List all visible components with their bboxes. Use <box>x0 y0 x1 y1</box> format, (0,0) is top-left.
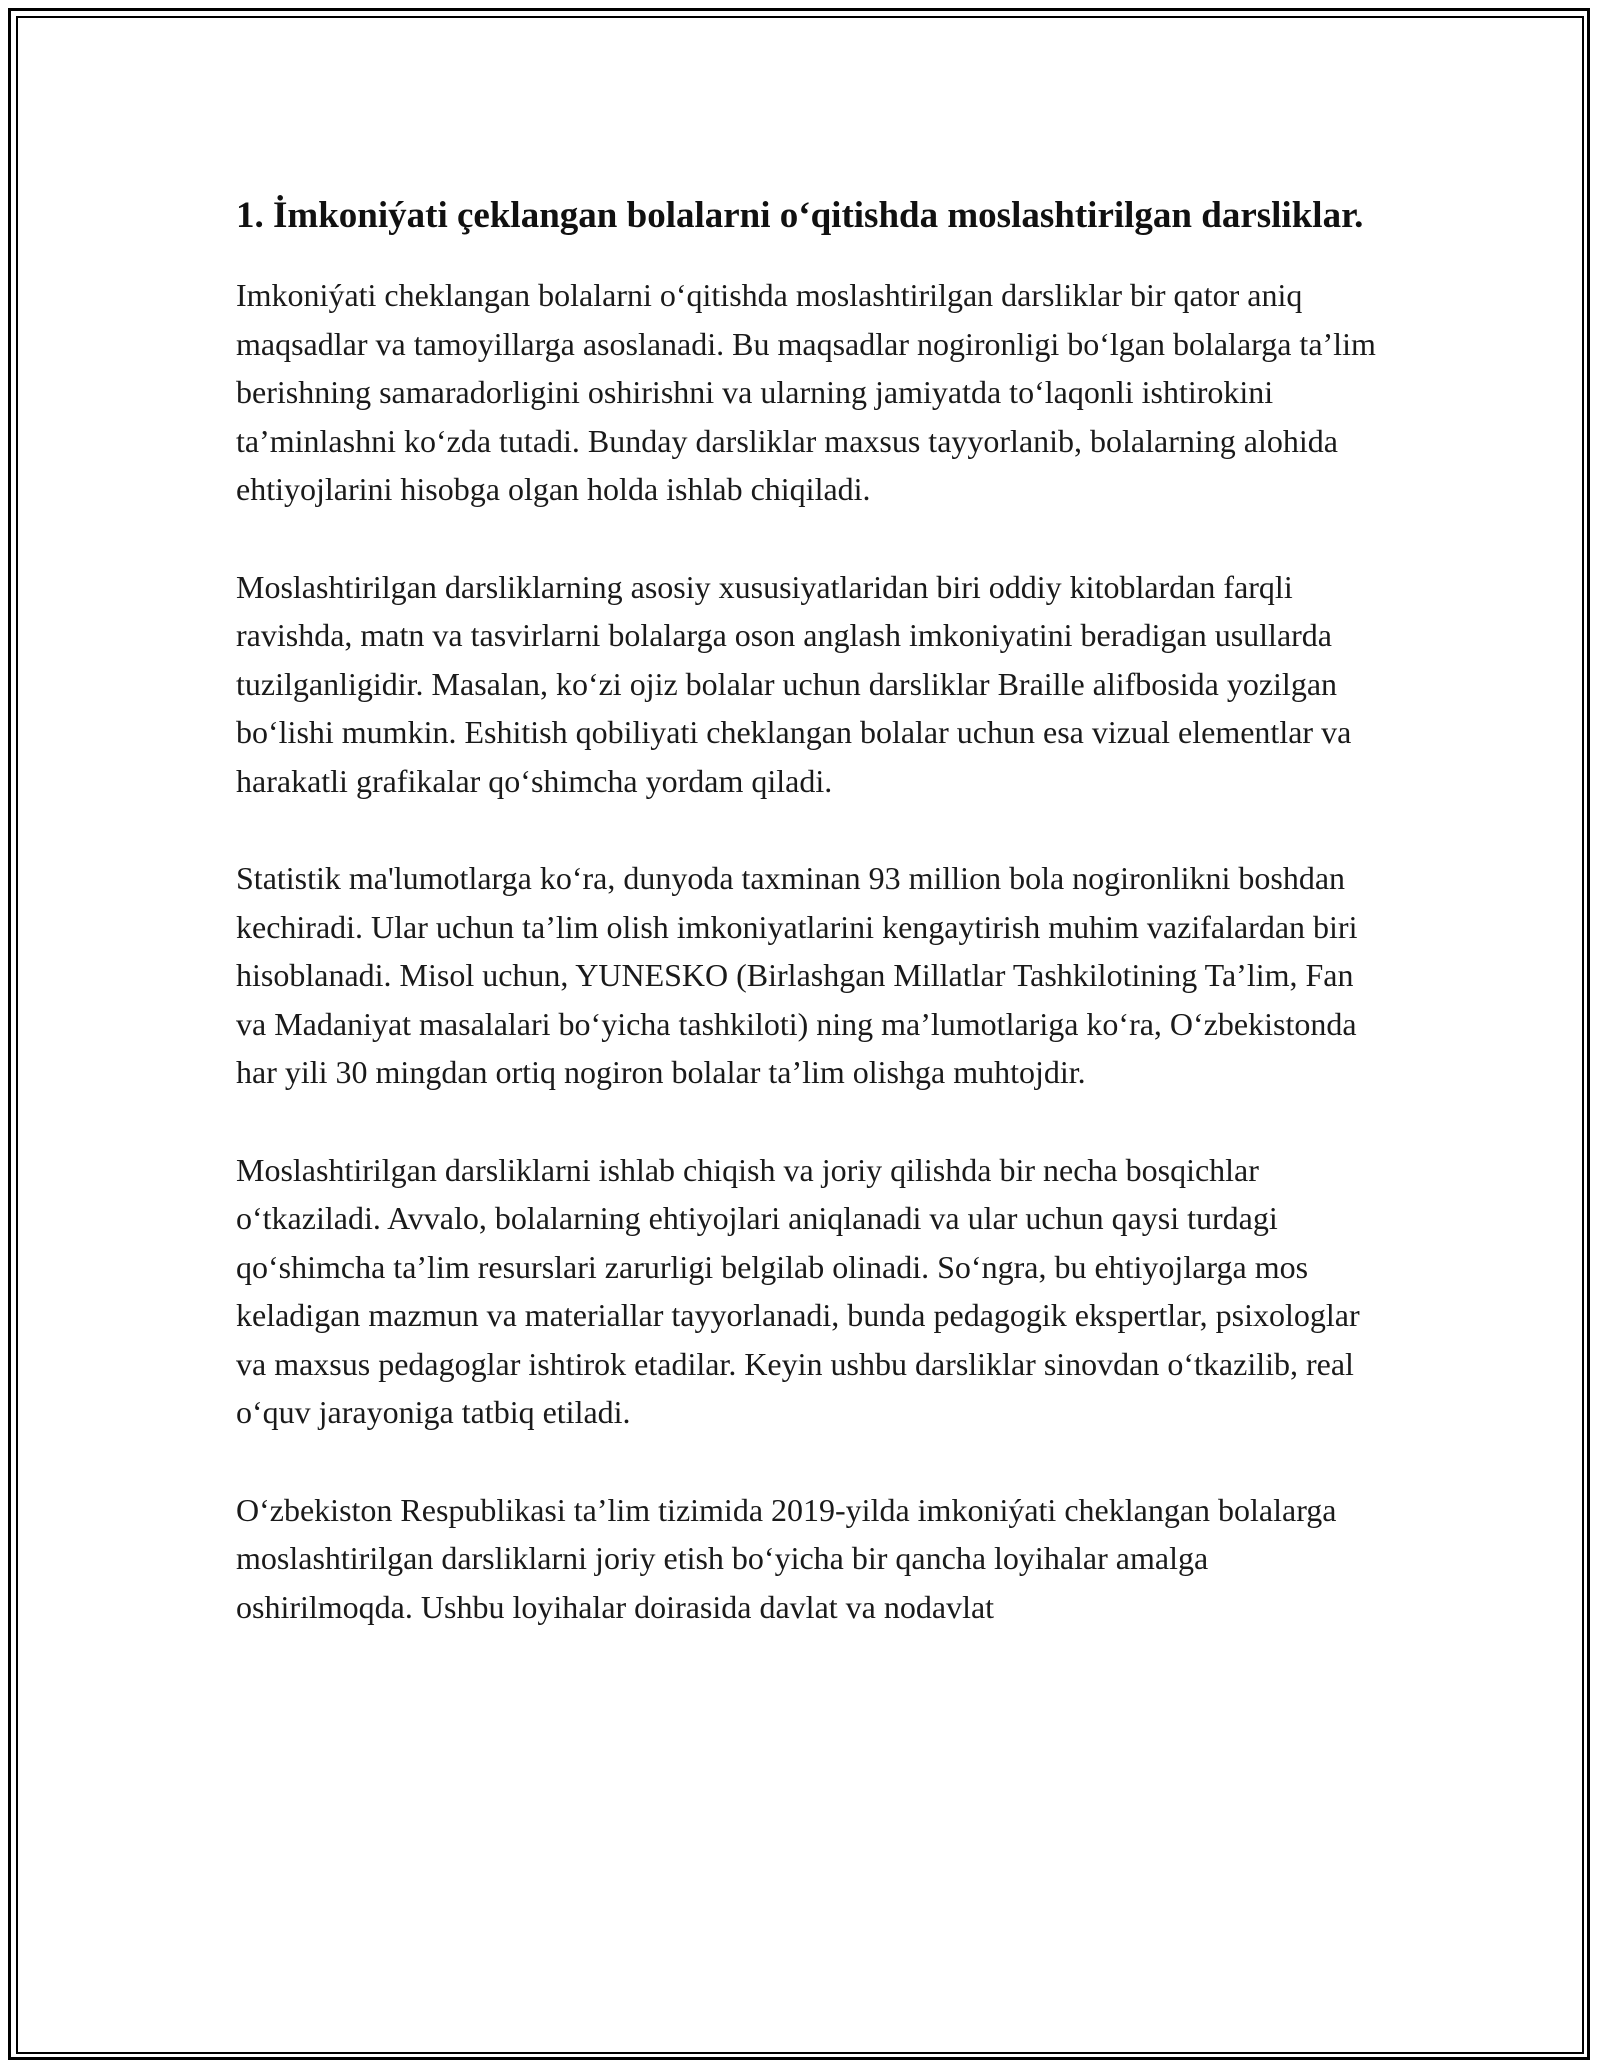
document-body <box>236 188 1376 1680</box>
paragraph-4: Moslashtirilgan darsliklarni ishlab chiqish va joriy qilishda bir necha bosqichlar o‘tkaziladi. Avvalo, bolalarning ehtiyojlari aniqlanadi va ular uchun qaysi turdagi qo‘shimcha ta’lim resurslari zarurligi belgilab olinadi. So‘ngra, bu ehtiyojlarga mos keladigan mazmun va materiallar tayyorlanadi, bunda pedagogik ekspertlar, psixologlar va maxsus pedagoglar ishtirok etadilar. Keyin ushbu darsliklar sinovdan o‘tkazilib, real o‘quv jarayoniga tatbiq etiladi. <box>236 1151 1360 1430</box>
paragraph-1: Imkoniýati cheklangan bolalarni o‘qitishda moslashtirilgan darsliklar bir qator aniq maqsadlar va tamoyillarga asoslanadi. Bu maqsadlar nogironligi bo‘lgan bolalarga ta’lim berishning samaradorligini oshirishni va ularning jamiyatda to‘laqonli ishtirokini ta’minlashni ko‘zda tutadi. Bunday darsliklar maxsus tayyorlanib, bolalarning alohida ehtiyojlarini hisobga olgan holda ishlab chiqiladi. <box>236 277 1376 507</box>
section-heading: 1. İmkoniýati çeklangan bolalarni o‘qitishda moslashtirilgan darsliklar. <box>236 195 1364 236</box>
paragraph-2: Moslashtirilgan darsliklarning asosiy xususiyatlaridan biri oddiy kitoblardan farqli ravishda, matn va tasvirlarni bolalarga oson anglash imkoniyatini beradigan usullarda tuzilganligidir. Masalan, ko‘zi ojiz bolalar uchun darsliklar Braille alifbosida yozilgan bo‘lishi mumkin. Eshitish qobiliyati cheklangan bolalar uchun esa vizual elementlar va harakatli grafikalar qo‘shimcha yordam qiladi. <box>236 568 1352 799</box>
paragraph-3: Statistik ma'lumotlarga ko‘ra, dunyoda taxminan 93 million bola nogironlikni boshdan kechiradi. Ular uchun ta’lim olish imkoniyatlarini kengaytirish muhim vazifalardan biri hisoblanadi. Misol uchun, YUNESKO (Birlashgan Millatlar Tashkilotining Ta’lim, Fan va Madaniyat masalalari bo‘yicha tashkiloti) ning ma’lumotlariga ko‘ra, O‘zbekistonda har yili 30 mingdan ortiq nogiron bolalar ta’lim olishga muhtojdir. <box>236 860 1358 1090</box>
paragraph-5: O‘zbekiston Respublikasi ta’lim tizimida 2019-yilda imkoniýati cheklangan bolalarga moslashtirilgan darsliklarni joriy etish bo‘yicha bir qancha loyihalar amalga oshirilmoqda. Ushbu loyihalar doirasida davlat va nodavlat <box>236 1491 1337 1625</box>
